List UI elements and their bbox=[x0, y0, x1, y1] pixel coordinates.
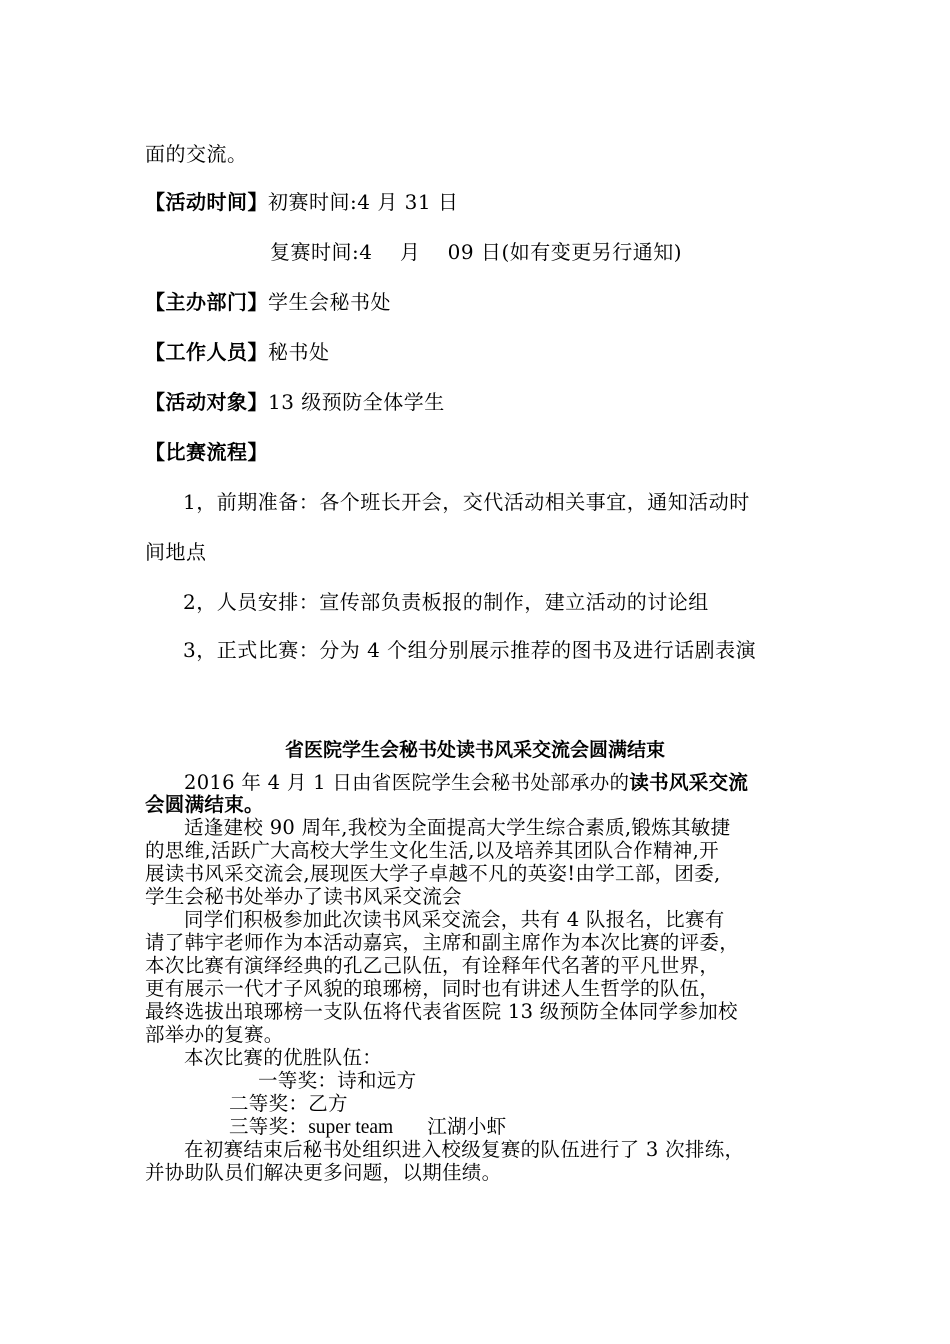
host-dept-row bbox=[145, 290, 391, 314]
report-p3-line-1: 同学们积极参加此次读书风采交流会，共有 4 队报名，比赛有 bbox=[184, 908, 725, 931]
flow-step-1-line-1: 1，前期准备：各个班长开会，交代活动相关事宜，通知活动时 bbox=[183, 490, 750, 514]
report-p3-line-3: 本次比赛有演绎经典的孔乙己队伍，有诠释年代名著的平凡世界， bbox=[145, 954, 720, 977]
staff-row bbox=[145, 340, 330, 364]
prize-third-label: 三等奖： bbox=[229, 1115, 309, 1138]
flow-label: 【比赛流程】 bbox=[145, 440, 268, 464]
staff-label: 【工作人员】 bbox=[145, 340, 268, 364]
report-p2-line-2: 的思维,活跃广大高校大学生文化生活,以及培养其团队合作精神,开 bbox=[145, 839, 719, 862]
activity-time-second: 复赛时间:4 月 09 日(如有变更另行通知) bbox=[270, 240, 683, 264]
report-p2-line-3: 展读书风采交流会,展现医大学子卓越不凡的英姿!由学工部，团委, bbox=[145, 862, 721, 885]
report-p2-line-1: 适逢建校 90 周年,我校为全面提高大学生综合素质,锻炼其敏捷 bbox=[184, 816, 731, 839]
staff-value: 秘书处 bbox=[268, 340, 330, 364]
report-p3-line-4: 更有展示一代才子风貌的琅琊榜，同时也有讲述人生哲学的队伍， bbox=[145, 977, 720, 1000]
report-p3-line-2: 请了韩宇老师作为本活动嘉宾，主席和副主席作为本次比赛的评委， bbox=[145, 931, 740, 954]
activity-time-row bbox=[145, 190, 458, 214]
host-dept-value: 学生会秘书处 bbox=[268, 290, 391, 314]
report-p3-line-5: 最终选拔出琅琊榜一支队伍将代表省医院 13 级预防全体同学参加校 bbox=[145, 1000, 738, 1023]
activity-time-label: 【活动时间】 bbox=[145, 190, 268, 214]
target-value: 13 级预防全体学生 bbox=[268, 390, 445, 414]
prize-third-team-a: super team bbox=[308, 1117, 394, 1138]
target-label: 【活动对象】 bbox=[145, 390, 268, 414]
activity-time-first: 初赛时间:4 月 31 日 bbox=[268, 190, 459, 214]
report-p4-line-1: 在初赛结束后秘书处组织进入校级复赛的队伍进行了 3 次排练， bbox=[184, 1138, 745, 1161]
report-p1-text: 2016 年 4 月 1 日由省医院学生会秘书处部承办的 bbox=[184, 771, 630, 794]
target-row bbox=[145, 390, 445, 414]
flow-step-3: 3，正式比赛：分为 4 个组分别展示推荐的图书及进行话剧表演 bbox=[183, 638, 757, 662]
prize-first: 一等奖：诗和远方 bbox=[258, 1069, 417, 1092]
winners-intro: 本次比赛的优胜队伍： bbox=[184, 1046, 383, 1069]
prize-third bbox=[229, 1116, 506, 1139]
report-p2-line-4: 学生会秘书处举办了读书风采交流会 bbox=[145, 885, 462, 908]
report-p1-line-1 bbox=[184, 772, 748, 794]
report-p1-line-2: 会圆满结束。 bbox=[145, 793, 264, 816]
prize-third-team-b: 江湖小虾 bbox=[427, 1115, 507, 1138]
report-p1-bold-a: 读书风采交流 bbox=[629, 771, 749, 794]
report-p4-line-2: 并协助队员们解决更多问题，以期佳绩。 bbox=[145, 1161, 502, 1184]
host-dept-label: 【主办部门】 bbox=[145, 290, 268, 314]
flow-step-2: 2，人员安排：宣传部负责板报的制作，建立活动的讨论组 bbox=[183, 590, 709, 614]
report-title: 省医院学生会秘书处读书风采交流会圆满结束 bbox=[284, 739, 665, 761]
continuation-line: 面的交流。 bbox=[145, 142, 248, 166]
flow-step-1-line-2: 间地点 bbox=[145, 540, 207, 564]
report-p3-line-6: 部举办的复赛。 bbox=[145, 1023, 284, 1046]
prize-second: 二等奖：乙方 bbox=[229, 1092, 348, 1115]
